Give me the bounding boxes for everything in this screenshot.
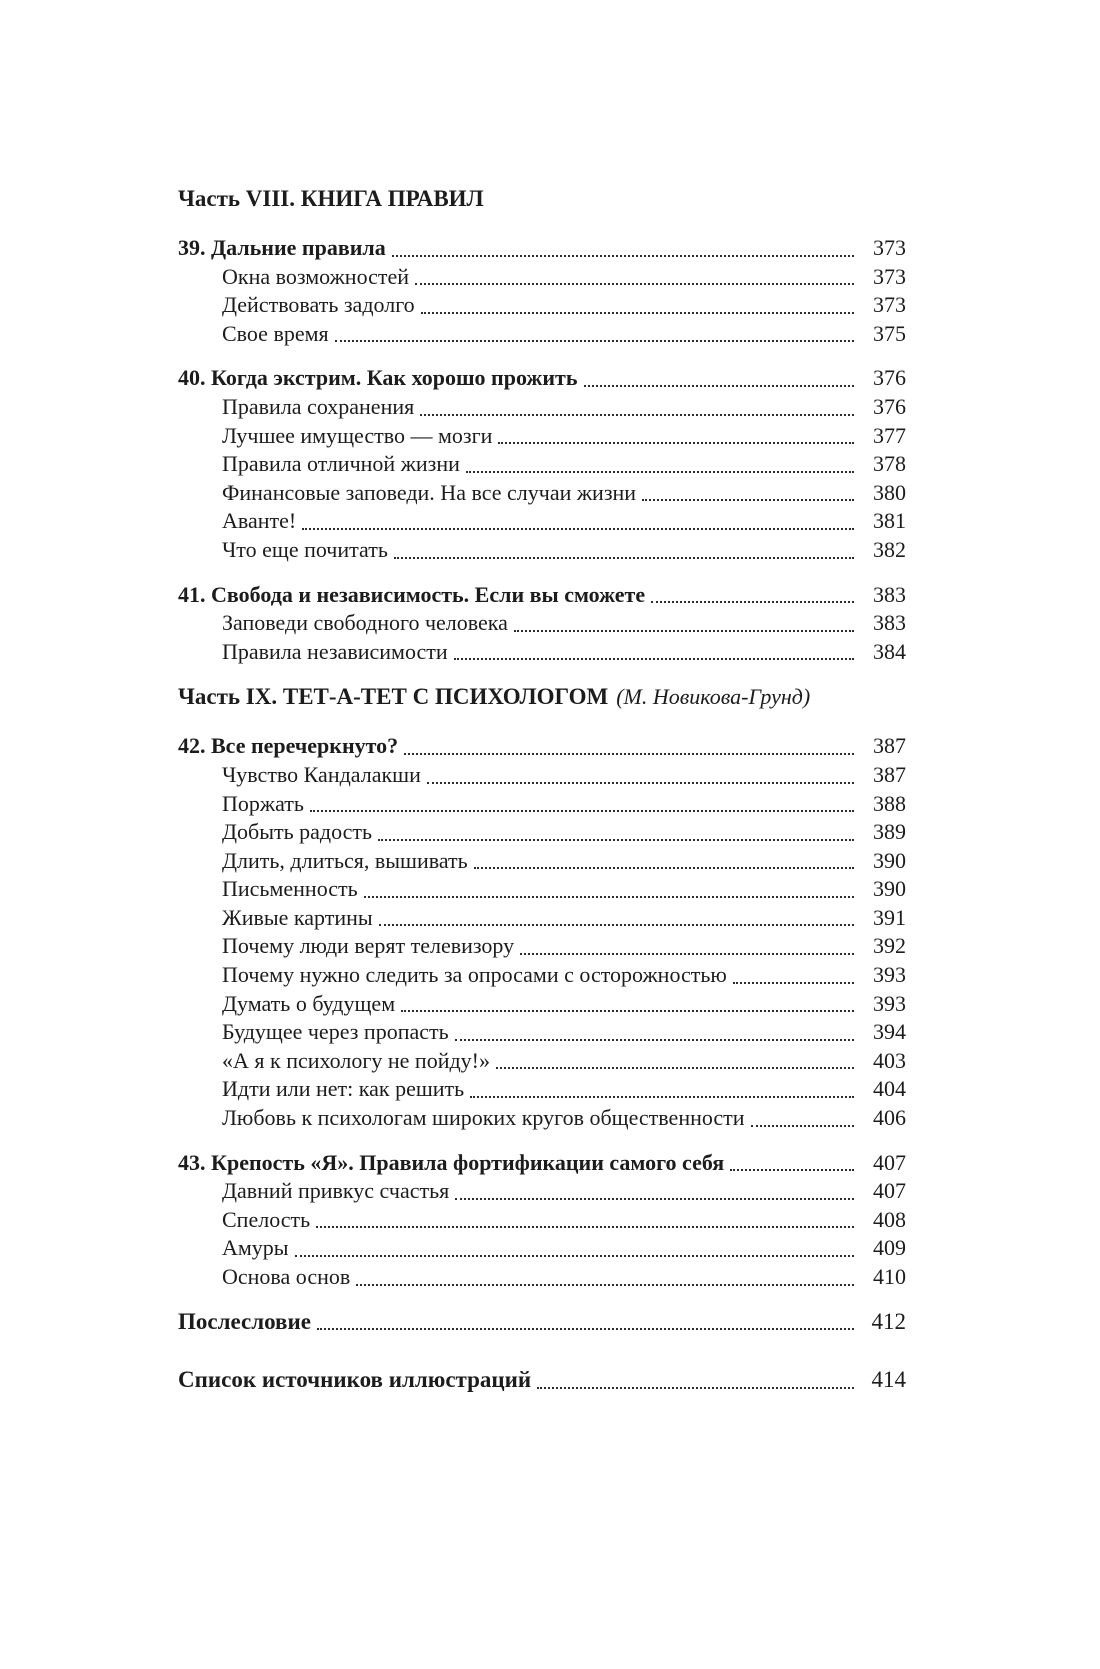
dot-leader bbox=[310, 790, 854, 813]
toc-page-number: 407 bbox=[873, 1178, 906, 1204]
toc-page-number: 382 bbox=[873, 536, 906, 562]
dot-leader bbox=[392, 234, 854, 257]
toc-page-number: 383 bbox=[873, 581, 906, 607]
toc-entry-label: Письменность bbox=[222, 876, 358, 902]
dot-leader bbox=[302, 507, 854, 530]
dot-leader bbox=[751, 1104, 854, 1127]
toc-entry bbox=[178, 320, 906, 349]
toc-entry-label: Заповеди свободного человека bbox=[222, 610, 508, 636]
toc-group bbox=[178, 1308, 906, 1337]
dot-leader bbox=[335, 320, 854, 343]
toc-entry-label: Послесловие bbox=[178, 1308, 311, 1334]
toc-page-number: 390 bbox=[873, 876, 906, 902]
dot-leader bbox=[394, 536, 854, 559]
toc-group bbox=[178, 732, 906, 1132]
toc-entry-label: Список источников иллюстраций bbox=[178, 1367, 532, 1393]
toc-entry bbox=[178, 1149, 906, 1178]
toc-entry bbox=[178, 1234, 906, 1263]
part-heading bbox=[178, 184, 906, 213]
toc-page-number: 387 bbox=[873, 733, 906, 759]
dot-leader bbox=[415, 263, 854, 286]
toc-page-number: 391 bbox=[873, 904, 906, 930]
toc-entry-label: Действовать задолго bbox=[222, 292, 415, 318]
dot-leader bbox=[537, 1366, 854, 1389]
toc-entry-label: Идти или нет: как решить bbox=[222, 1076, 465, 1102]
toc-page-number: 389 bbox=[873, 819, 906, 845]
dot-leader bbox=[404, 732, 854, 755]
toc-entry bbox=[178, 932, 906, 961]
dot-leader bbox=[474, 847, 854, 870]
toc-page-number: 408 bbox=[873, 1206, 906, 1232]
toc-entry bbox=[178, 609, 906, 638]
toc-page-number: 378 bbox=[873, 451, 906, 477]
toc-entry bbox=[178, 1104, 906, 1133]
toc-page-number: 373 bbox=[873, 263, 906, 289]
toc-entry bbox=[178, 263, 906, 292]
toc-page-number: 373 bbox=[873, 292, 906, 318]
toc-page-number: 387 bbox=[873, 761, 906, 787]
toc-entry-label: Аванте! bbox=[222, 508, 297, 534]
toc-entry-label: Правила сохранения bbox=[222, 393, 415, 419]
toc-entry bbox=[178, 761, 906, 790]
dot-leader bbox=[364, 875, 854, 898]
part-heading bbox=[178, 682, 906, 711]
toc-entry bbox=[178, 1177, 906, 1206]
toc-entry bbox=[178, 1263, 906, 1292]
dot-leader bbox=[427, 761, 854, 784]
toc-entry bbox=[178, 818, 906, 847]
toc-page-number: 388 bbox=[873, 790, 906, 816]
toc-entry bbox=[178, 990, 906, 1019]
toc-page-number: 414 bbox=[871, 1367, 906, 1393]
toc-page-number: 376 bbox=[873, 393, 906, 419]
part-heading-text: Часть IX. ТЕТ-А-ТЕТ С ПСИХОЛОГОМ bbox=[178, 684, 609, 710]
toc-entry bbox=[178, 875, 906, 904]
toc-entry-label: Свое время bbox=[222, 320, 329, 346]
toc-entry bbox=[178, 364, 906, 393]
toc-group bbox=[178, 1149, 906, 1292]
toc-entry-label: Что еще почитать bbox=[222, 536, 388, 562]
toc-group bbox=[178, 364, 906, 564]
toc-entry-label: Давний привкус счастья bbox=[222, 1178, 450, 1204]
toc-entry bbox=[178, 536, 906, 565]
toc-entry-label: Финансовые заповеди. На все случаи жизни bbox=[222, 479, 637, 505]
toc-entry bbox=[178, 904, 906, 933]
toc-page-number: 375 bbox=[873, 320, 906, 346]
toc-page-number: 410 bbox=[873, 1264, 906, 1289]
toc-entry bbox=[178, 422, 906, 451]
toc-entry bbox=[178, 1047, 906, 1076]
dot-leader bbox=[470, 1075, 854, 1098]
toc-entry-label: Правила независимости bbox=[222, 638, 448, 664]
toc-page-number: 392 bbox=[873, 933, 906, 959]
dot-leader bbox=[316, 1206, 854, 1229]
dot-leader bbox=[420, 393, 854, 416]
toc-page-number: 384 bbox=[873, 638, 906, 664]
toc-page-number: 373 bbox=[873, 235, 906, 260]
toc-entry bbox=[178, 581, 906, 610]
toc-entry-label: Думать о будущем bbox=[222, 990, 396, 1016]
toc-entry-label: «А я к психологу не пойду!» bbox=[222, 1047, 490, 1073]
part-heading-author: (М. Новикова-Грунд) bbox=[616, 684, 811, 710]
toc-entry bbox=[178, 1075, 906, 1104]
toc-entry-label: 39. Дальние правила bbox=[178, 235, 386, 260]
dot-leader bbox=[454, 638, 854, 661]
toc-entry bbox=[178, 847, 906, 876]
dot-leader bbox=[379, 904, 854, 927]
toc-entry-label: Добыть радость bbox=[222, 819, 373, 845]
toc-entry-label: Окна возможностей bbox=[222, 263, 410, 289]
toc-entry bbox=[178, 1308, 906, 1337]
dot-leader bbox=[356, 1263, 854, 1286]
toc-entry-label: Длить, длиться, вышивать bbox=[222, 847, 468, 873]
toc-entry-label: Почему нужно следить за опросами с осторожностью bbox=[222, 962, 727, 988]
toc-entry-label: Живые картины bbox=[222, 904, 373, 930]
dot-leader bbox=[584, 364, 855, 387]
toc-entry-label: Правила отличной жизни bbox=[222, 451, 460, 477]
toc-entry-label: Спелость bbox=[222, 1206, 311, 1232]
dot-leader bbox=[496, 1047, 854, 1070]
toc-entry bbox=[178, 393, 906, 422]
toc-entry-label: Почему люди верят телевизору bbox=[222, 933, 515, 959]
toc-entry-label: Любовь к психологам широких кругов общественности bbox=[222, 1105, 745, 1131]
toc-page-number: 409 bbox=[873, 1235, 906, 1261]
toc-entry bbox=[178, 1206, 906, 1235]
dot-leader bbox=[642, 479, 854, 502]
part-heading-text: Часть VIII. КНИГА ПРАВИЛ bbox=[178, 186, 484, 211]
toc-entry-label: Основа основ bbox=[222, 1264, 351, 1289]
toc-group bbox=[178, 581, 906, 667]
toc-entry bbox=[178, 1018, 906, 1047]
toc-group bbox=[178, 234, 906, 348]
dot-leader bbox=[378, 818, 854, 841]
toc-entry-label: 42. Все перечеркнуто? bbox=[178, 733, 399, 759]
toc-page-number: 412 bbox=[871, 1308, 906, 1334]
toc-page-number: 393 bbox=[873, 962, 906, 988]
toc-page-number: 406 bbox=[873, 1105, 906, 1131]
toc-entry-label: Поржать bbox=[222, 790, 304, 816]
dot-leader bbox=[514, 609, 854, 632]
toc-page-number: 383 bbox=[873, 610, 906, 636]
toc-entry-label: 43. Крепость «Я». Правила фортификации самого себя bbox=[178, 1149, 725, 1175]
dot-leader bbox=[730, 1149, 854, 1172]
toc-entry-label: Будущее через пропасть bbox=[222, 1019, 449, 1045]
dot-leader bbox=[466, 450, 854, 473]
dot-leader bbox=[295, 1234, 854, 1257]
toc-page-number: 381 bbox=[873, 508, 906, 534]
toc-entry-label: 40. Когда экстрим. Как хорошо прожить bbox=[178, 365, 578, 391]
toc-entry-label: Чувство Кандалакши bbox=[222, 761, 421, 787]
toc-page-number: 376 bbox=[873, 365, 906, 391]
dot-leader bbox=[401, 990, 854, 1013]
toc-page-number: 404 bbox=[873, 1076, 906, 1102]
toc-entry bbox=[178, 291, 906, 320]
toc-page-number: 394 bbox=[873, 1019, 906, 1045]
toc-page-number: 377 bbox=[873, 422, 906, 448]
toc-entry bbox=[178, 790, 906, 819]
dot-leader bbox=[498, 422, 854, 445]
dot-leader bbox=[651, 581, 854, 604]
dot-leader bbox=[421, 291, 854, 314]
toc-page-number: 407 bbox=[873, 1149, 906, 1175]
toc-entry bbox=[178, 450, 906, 479]
toc-entry bbox=[178, 1366, 906, 1395]
toc-entry bbox=[178, 638, 906, 667]
dot-leader bbox=[520, 932, 854, 955]
toc-page-number: 380 bbox=[873, 479, 906, 505]
toc-page-number: 403 bbox=[873, 1047, 906, 1073]
table-of-contents bbox=[178, 180, 906, 1425]
toc-entry-label: 41. Свобода и независимость. Если вы сможете bbox=[178, 581, 646, 607]
toc-entry bbox=[178, 732, 906, 761]
toc-entry bbox=[178, 479, 906, 508]
toc-entry-label: Лучшее имущество — мозги bbox=[222, 422, 493, 448]
toc-entry-label: Амуры bbox=[222, 1235, 289, 1261]
toc-group bbox=[178, 1366, 906, 1395]
toc-page-number: 390 bbox=[873, 847, 906, 873]
toc-entry bbox=[178, 961, 906, 990]
toc-page-number: 393 bbox=[873, 990, 906, 1016]
dot-leader bbox=[455, 1177, 854, 1200]
toc-entry bbox=[178, 507, 906, 536]
dot-leader bbox=[317, 1308, 854, 1331]
dot-leader bbox=[733, 961, 854, 984]
dot-leader bbox=[455, 1018, 854, 1041]
toc-entry bbox=[178, 234, 906, 263]
